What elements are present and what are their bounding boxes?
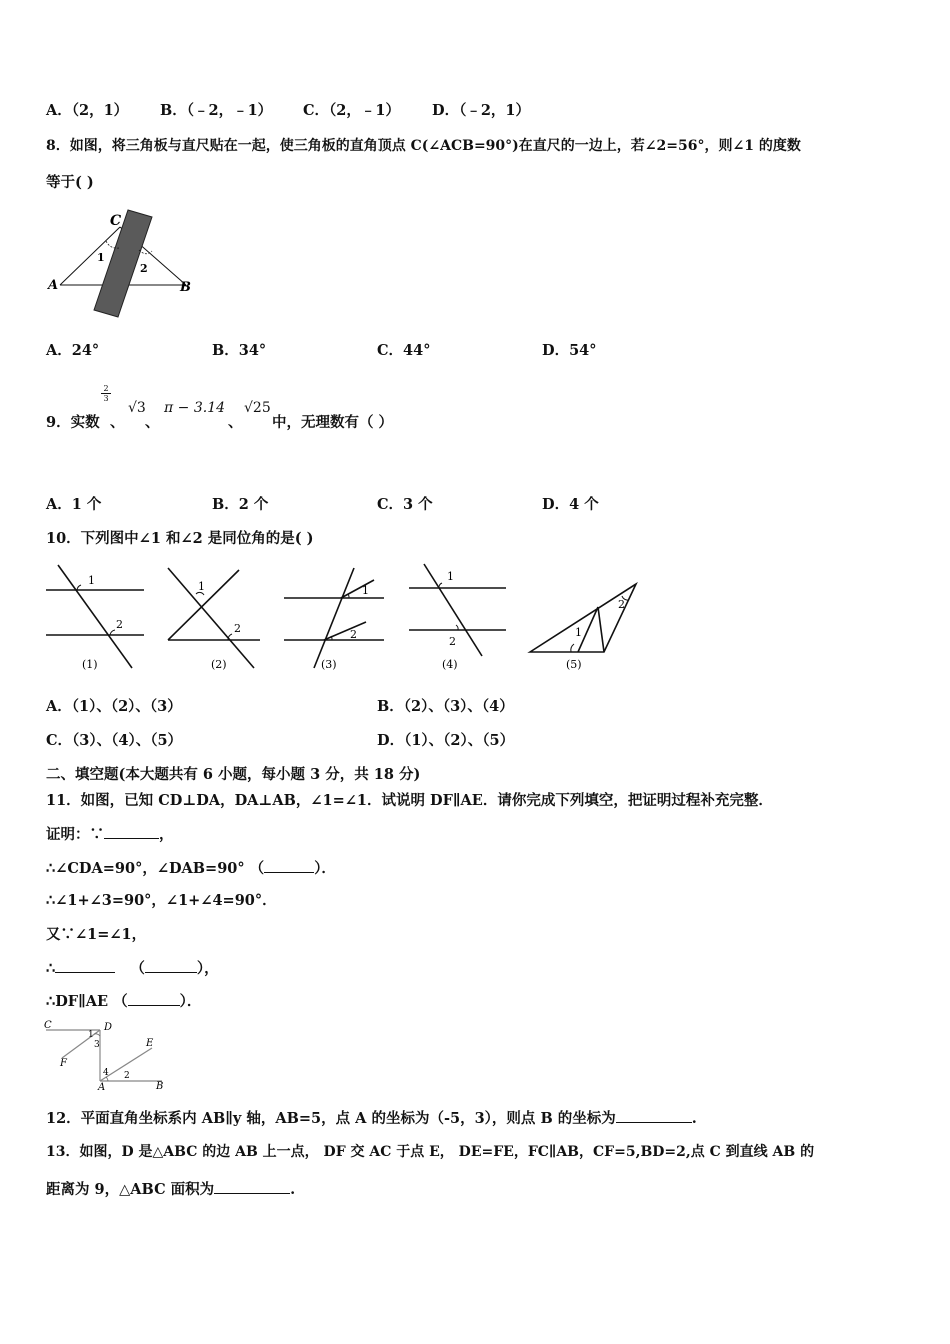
q10-fig1-caption: (1) (82, 658, 98, 671)
section2-title: 二、填空题(本大题共有 6 小题，每小题 3 分，共 18 分) (46, 766, 421, 783)
q11-line-df-ae (46, 991, 201, 1012)
q10-figure-5 (530, 584, 636, 671)
q11-close-paren-comma: ）， (196, 960, 219, 977)
q9-sep3: 、 (228, 414, 243, 431)
q10-option-d: D．（1）、（2）、（5） (377, 732, 515, 749)
q13-blank[interactable] (214, 1179, 290, 1194)
q9-fraction (101, 384, 111, 403)
q10-option-b: B．（2）、（3）、（4） (377, 698, 514, 715)
q8-label-b: B (180, 280, 191, 295)
q11-fig-label-b: B (156, 1081, 164, 1092)
q10-fig3-label-2: 2 (350, 628, 357, 641)
q9-prefix: 9．实数 (46, 414, 100, 431)
q11-blank-5[interactable] (128, 991, 180, 1006)
q11-line-again: 又∵∠1=∠1， (46, 926, 147, 943)
q11-fig-label-d: D (104, 1022, 113, 1033)
q9-option-a: A．1 个 (46, 496, 102, 513)
q10-fig2-label-1: 1 (198, 580, 205, 593)
q12-line (46, 1108, 697, 1129)
q9-suffix: 中，无理数有（ ） (272, 414, 394, 431)
q11-line-cda (46, 858, 336, 879)
q10-fig1-label-1: 1 (88, 574, 95, 587)
q8-option-d: D．54° (542, 342, 597, 359)
q8-option-b: B．34° (212, 342, 267, 359)
q7-option-b: B．（﹣2，﹣1） (160, 102, 273, 119)
q12-stem: 12．平面直角坐标系内 AB∥y 轴，AB=5，点 A 的坐标为（-5，3），则点 B 的坐标为 (46, 1110, 616, 1127)
q12-tail: . (691, 1110, 697, 1127)
q13-line2-text: 距离为 9，△ABC 面积为 (46, 1181, 215, 1198)
q8-option-a: A．24° (46, 342, 100, 359)
q13-tail: . (290, 1181, 296, 1198)
q10-figures (44, 560, 644, 675)
q10-fig2-label-2: 2 (234, 622, 241, 635)
q10-option-c: C．（3）、（4）、（5） (46, 732, 183, 749)
q10-figure-4 (409, 564, 506, 671)
q11-fig-label-f: F (60, 1058, 67, 1069)
q11-line-sum: ∴∠1+∠3=90°，∠1+∠4=90°． (46, 892, 277, 909)
q9-option-c: C．3 个 (377, 496, 433, 513)
q9-sep2: 、 (145, 414, 160, 431)
q10-figure-1 (46, 565, 144, 671)
q10-fig5-caption: (5) (566, 658, 582, 671)
q11-df-ae-text: ∴DF∥AE （ (46, 993, 128, 1010)
q8-label-a: A (48, 278, 59, 293)
q9-option-d: D．4 个 (542, 496, 599, 513)
q11-fig-label-e: E (146, 1038, 154, 1049)
q11-fig-label-2: 2 (124, 1071, 130, 1081)
q9-expr-sqrt3: √3 (128, 400, 146, 416)
q8-option-c: C．44° (377, 342, 431, 359)
q11-line-cda-close: ）． (314, 860, 336, 877)
q11-proof-start-label: 证明：∵ (46, 826, 104, 843)
q11-line-therefore (46, 958, 219, 979)
q7-option-a: A．（2，1） (46, 102, 129, 119)
q9-fraction-denominator: 3 (101, 393, 111, 403)
q11-fig-label-4: 4 (103, 1068, 109, 1078)
q10-option-a: A．（1）、（2）、（3） (46, 698, 182, 715)
q12-blank[interactable] (616, 1108, 692, 1123)
q8-label-2: 2 (140, 262, 148, 275)
q9-expr-pi: π − 3.14 (164, 400, 226, 416)
q10-fig5-label-1: 1 (575, 626, 582, 639)
q8-figure (40, 205, 210, 320)
q7-option-d: D．（﹣2，1） (432, 102, 531, 119)
q9-sep1: 、 (110, 414, 125, 431)
q10-figure-3 (284, 568, 384, 671)
q10-fig4-label-1: 1 (447, 570, 454, 583)
q8-stem-line1: 8．如图，将三角板与直尺贴在一起，使三角板的直角顶点 C(∠ACB=90°)在直尺的一边上，若∠2=56°，则∠1 的度数 (46, 138, 801, 154)
q10-fig4-label-2: 2 (449, 635, 456, 648)
q11-therefore: ∴ (46, 960, 56, 977)
q10-fig1-label-2: 2 (116, 618, 123, 631)
q11-blank-3[interactable] (55, 958, 115, 973)
q10-fig4-caption: (4) (442, 658, 458, 671)
q9-expr-sqrt25: √25 (244, 400, 271, 416)
q11-fig-label-1: 1 (88, 1030, 94, 1040)
q10-fig2-caption: (2) (211, 658, 227, 671)
q7-option-c: C．（2，﹣1） (303, 102, 400, 119)
q10-fig3-label-1: 1 (362, 584, 369, 597)
q10-fig3-caption: (3) (321, 658, 337, 671)
q11-comma: ， (159, 826, 174, 843)
q11-figure (42, 1018, 172, 1093)
q9-fraction-numerator: 2 (103, 384, 109, 393)
q10-stem: 10．下列图中∠1 和∠2 是同位角的是( ) (46, 530, 314, 547)
q10-figure-2 (168, 568, 260, 671)
q8-label-1: 1 (97, 251, 105, 264)
q8-label-c: C (110, 213, 122, 229)
q11-fig-label-c: C (44, 1020, 52, 1031)
q13-line2 (46, 1179, 295, 1200)
q11-blank-2[interactable] (264, 858, 314, 873)
q11-open-paren: （ (130, 960, 145, 977)
q11-fig-label-3: 3 (94, 1040, 100, 1050)
q11-proof-start (46, 824, 174, 845)
q11-stem: 11．如图，已知 CD⊥DA，DA⊥AB，∠1=∠1．试说明 DF∥AE．请你完成下列填空，把证明过程补充完整． (46, 792, 773, 809)
q13-line1: 13．如图，D 是△ABC 的边 AB 上一点， DF 交 AC 于点 E， DE=FE，FC∥AB，CF=5,BD=2,点 C 到直线 AB 的 (46, 1144, 815, 1160)
q11-df-ae-close: ）． (179, 993, 202, 1010)
q11-fig-label-a: A (98, 1082, 106, 1093)
q11-blank-4[interactable] (145, 958, 197, 973)
q10-fig5-label-2: 2 (618, 598, 625, 611)
q11-blank-1[interactable] (104, 824, 159, 839)
q11-line-cda-text: ∴∠CDA=90°，∠DAB=90° （ (46, 860, 265, 877)
q9-option-b: B．2 个 (212, 496, 269, 513)
q8-stem-line2: 等于( ) (46, 174, 94, 191)
